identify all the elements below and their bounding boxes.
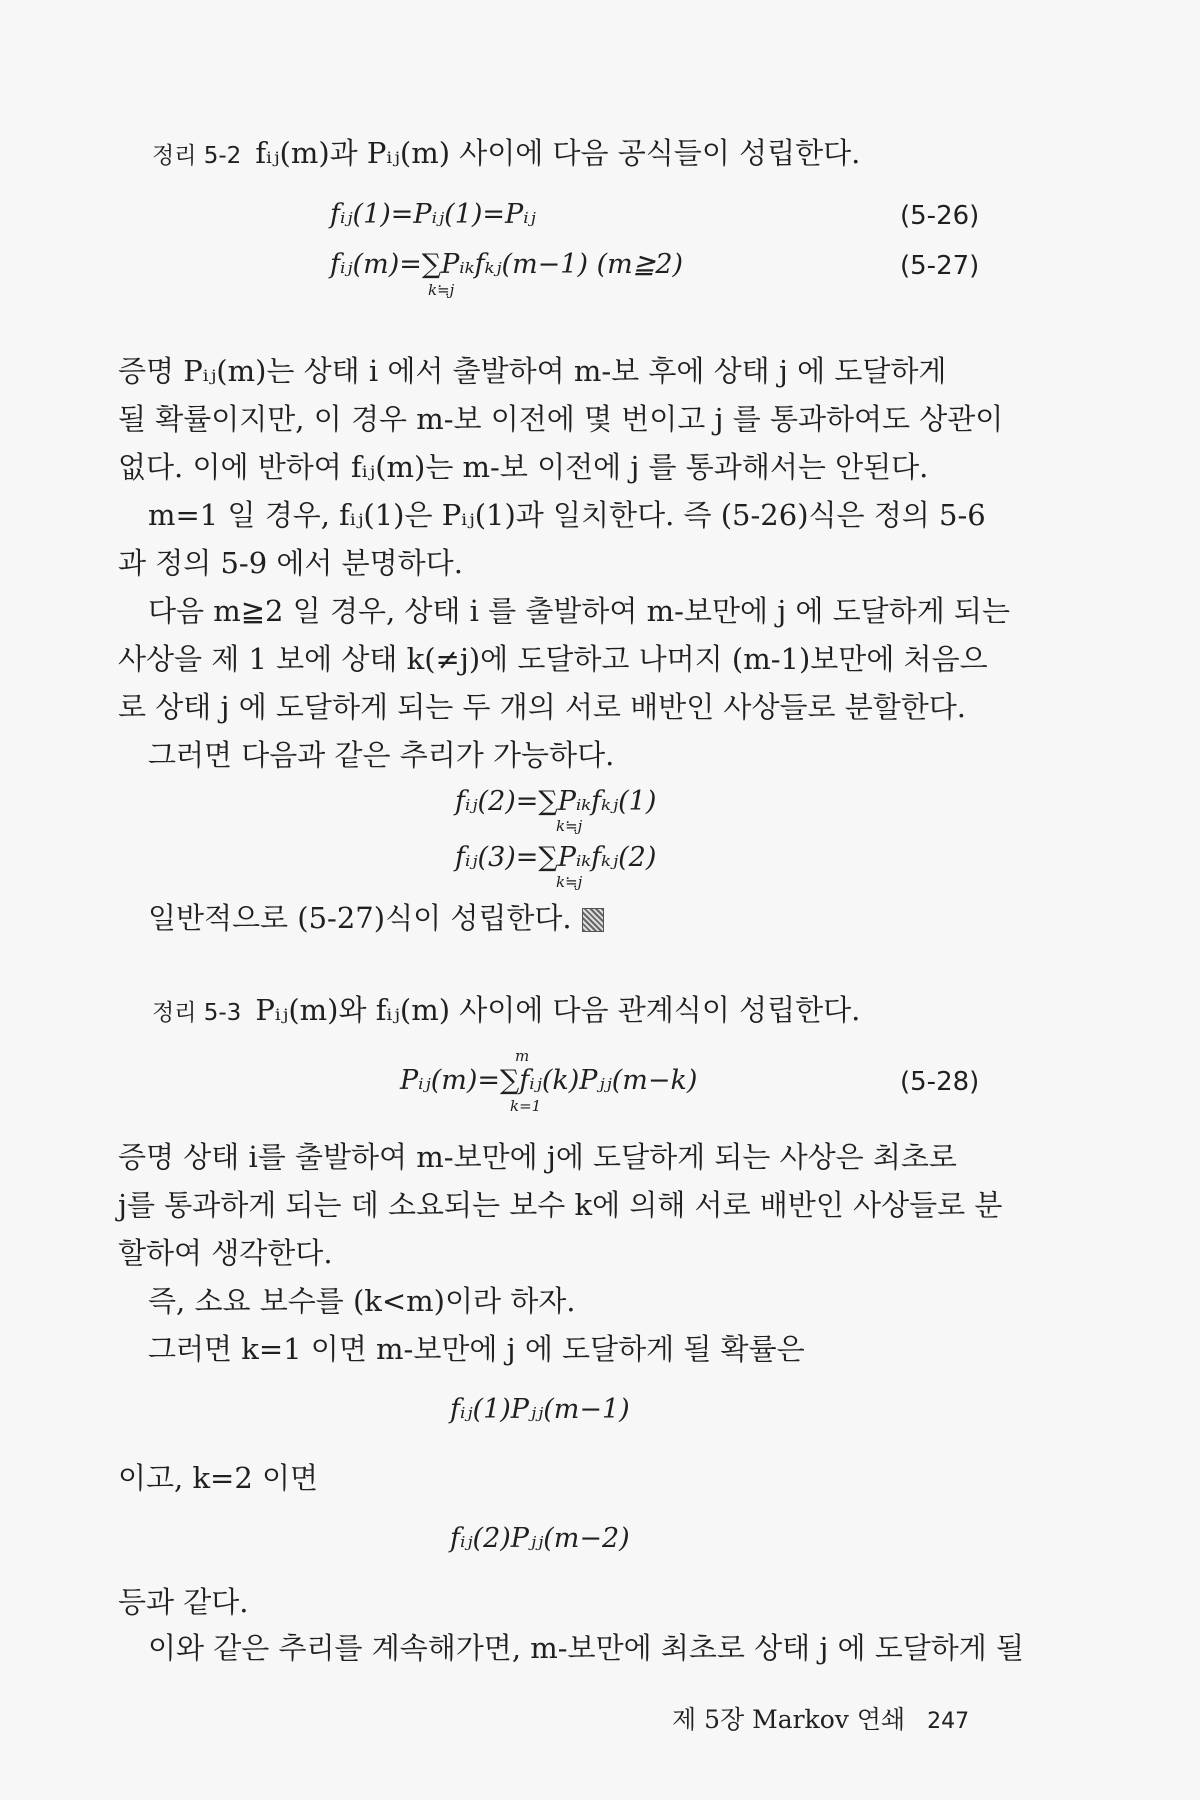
equation-5-26: fᵢⱼ(1)=Pᵢⱼ(1)=Pᵢⱼ: [330, 199, 536, 230]
equation-f-ij-2-p-jj: fᵢⱼ(2)Pⱼⱼ(m−2): [450, 1523, 630, 1554]
paragraph-line: 증명 Pᵢⱼ(m)는 상태 i 에서 출발하여 m-보 후에 상태 j 에 도달하게: [118, 354, 947, 388]
paragraph-line: 그러면 k=1 이면 m-보만에 j 에 도달하게 될 확률은: [148, 1332, 805, 1366]
paragraph-line: 그러면 다음과 같은 추리가 가능하다.: [148, 738, 615, 772]
theorem-text: Pᵢⱼ(m)와 fᵢⱼ(m) 사이에 다음 관계식이 성립한다.: [255, 993, 861, 1027]
paragraph-line: 될 확률이지만, 이 경우 m-보 이전에 몇 번이고 j 를 통과하여도 상관이: [118, 402, 1004, 436]
page-number: 247: [927, 1709, 970, 1734]
conclusion-text: 일반적으로 (5-27)식이 성립한다.: [148, 901, 572, 935]
paragraph-line: 없다. 이에 반하여 fᵢⱼ(m)는 m-보 이전에 j 를 통과해서는 안된다.: [118, 450, 929, 484]
paragraph-line: 이와 같은 추리를 계속해가면, m-보만에 최초로 상태 j 에 도달하게 될: [148, 1631, 1025, 1665]
summation-subscript: k≒j: [556, 817, 583, 835]
equation-f-ij-2: fᵢⱼ(2)=∑Pᵢₖfₖⱼ(1): [455, 786, 657, 817]
equation-5-28: Pᵢⱼ(m)=∑fᵢⱼ(k)Pⱼⱼ(m−k): [400, 1065, 698, 1096]
equation-f-ij-3: fᵢⱼ(3)=∑Pᵢₖfₖⱼ(2): [455, 842, 657, 873]
paragraph-line: 이고, k=2 이면: [118, 1461, 319, 1495]
paragraph-line: 다음 m≧2 일 경우, 상태 i 를 출발하여 m-보만에 j 에 도달하게 되는: [148, 594, 1010, 628]
theorem-5-3-statement: [152, 990, 1052, 1033]
theorem-label: 정리 5-2: [152, 143, 242, 169]
equation-5-27: fᵢⱼ(m)=∑Pᵢₖfₖⱼ(m−1) (m≧2): [330, 249, 684, 280]
equation-number: (5-27): [900, 251, 980, 281]
equation-f-ij-1-p-jj: fᵢⱼ(1)Pⱼⱼ(m−1): [450, 1394, 630, 1425]
summation-subscript: k≒j: [556, 873, 583, 891]
paragraph-line: 할하여 생각한다.: [118, 1236, 333, 1270]
paragraph-line: j를 통과하게 되는 데 소요되는 보수 k에 의해 서로 배반인 사상들로 분: [118, 1188, 1003, 1222]
paragraph-line: m=1 일 경우, fᵢⱼ(1)은 Pᵢⱼ(1)과 일치한다. 즉 (5-26)식은 정의 5-6: [148, 498, 986, 532]
theorem-5-2-statement: [152, 133, 1052, 176]
proof-conclusion: [148, 898, 1048, 938]
paragraph-line: 로 상태 j 에 도달하게 되는 두 개의 서로 배반인 사상들로 분할한다.: [118, 690, 966, 724]
paragraph-line: 즉, 소요 보수를 (k<m)이라 하자.: [148, 1284, 576, 1318]
chapter-title: 제 5장 Markov 연쇄: [672, 1705, 906, 1734]
paragraph-line: 과 정의 5-9 에서 분명하다.: [118, 546, 463, 580]
summation-subscript: k=1: [510, 1097, 542, 1115]
equation-number: (5-28): [900, 1067, 980, 1097]
theorem-text: fᵢⱼ(m)과 Pᵢⱼ(m) 사이에 다음 공식들이 성립한다.: [255, 136, 861, 170]
paragraph-line: 증명 상태 i를 출발하여 m-보만에 j에 도달하게 되는 사상은 최초로: [118, 1140, 957, 1174]
equation-number: (5-26): [900, 201, 980, 231]
paragraph-line: 사상을 제 1 보에 상태 k(≠j)에 도달하고 나머지 (m-1)보만에 처음으: [118, 642, 988, 676]
paragraph-line: 등과 같다.: [118, 1585, 249, 1619]
summation-superscript: m: [515, 1047, 530, 1065]
summation-subscript: k≒j: [428, 281, 455, 299]
qed-mark-icon: [582, 908, 604, 932]
theorem-label: 정리 5-3: [152, 1000, 242, 1026]
page-footer: [672, 1700, 969, 1736]
